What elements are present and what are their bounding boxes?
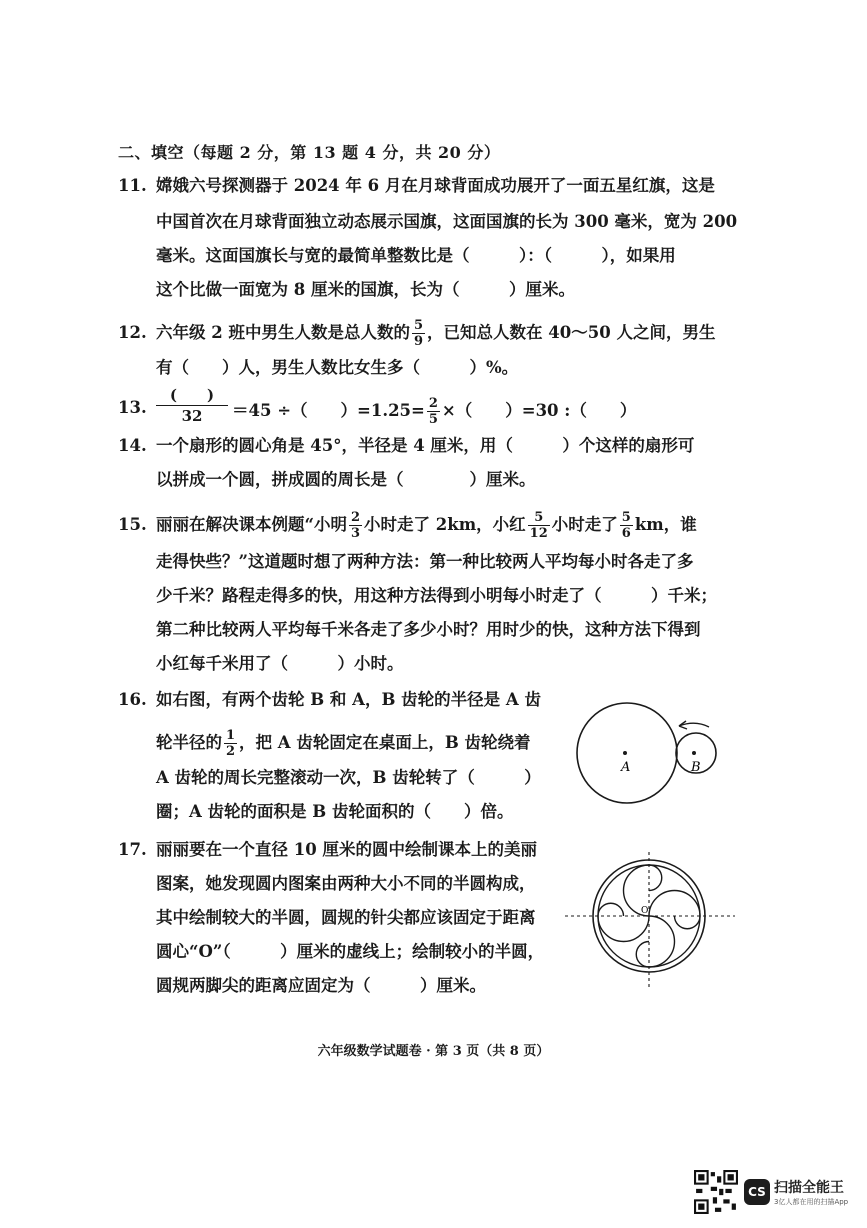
scanner-brand-name: 扫描全能王	[774, 1180, 844, 1196]
q16-number: 16.	[118, 690, 147, 709]
label-o: O	[641, 906, 649, 916]
q16-line-3: A 齿轮的周长完整滚动一次，B 齿轮转了（ ）	[156, 768, 541, 787]
q11-text-1: 嫦娥六号探测器于 2024 年 6 月在月球背面成功展开了一面五星红旗，这是	[156, 176, 715, 195]
small-semicircle-right	[675, 916, 701, 929]
q14-text-1: 一个扇形的圆心角是 45°，半径是 4 厘米，用（ ）个这样的扇形可	[156, 436, 695, 455]
q14-number: 14.	[118, 436, 147, 455]
q17-line-1	[118, 838, 537, 862]
q16-fraction: $\frac{1}{2}$	[226, 728, 236, 759]
q17-line-3: 其中绘制较大的半圆，圆规的针尖都应该固定于距离	[156, 908, 536, 927]
q15-number: 15.	[118, 515, 147, 534]
q12-line-2: 有（ ）人，男生人数比女生多（ ）%。	[156, 358, 519, 377]
q12-number: 12.	[118, 323, 147, 342]
page-footer: 六年级数学试题卷 · 第 3 页（共 8 页）	[317, 1044, 550, 1059]
q14-line-1	[118, 434, 694, 458]
q11-line-4: 这个比做一面宽为 8 厘米的国旗，长为（ ）厘米。	[156, 280, 575, 299]
q16-text-1: 如右图，有两个齿轮 B 和 A，B 齿轮的半径是 A 齿	[156, 690, 541, 709]
q11-line-1	[118, 174, 715, 198]
gear-a-center	[623, 751, 627, 755]
q17-line-4: 圆心“O”（ ）厘米的虚线上；绘制较小的半圆，	[156, 942, 545, 961]
q15-line-3: 少千米？路程走得多的快，用这种方法得到小明每小时走了（ ）千米；	[156, 586, 717, 605]
q15-line-5: 小红每千米用了（ ）小时。	[156, 654, 404, 673]
q11-number: 11.	[118, 176, 147, 195]
q15-fraction-1: $\frac{2}{3}$	[351, 510, 361, 541]
q16-line-4: 圈；A 齿轮的面积是 B 齿轮面积的（ ）倍。	[156, 802, 514, 821]
rotation-arrow-icon	[679, 723, 709, 727]
q11-line-3: 毫米。这面国旗长与宽的最简单整数比是（ ）：（ ），如果用	[156, 246, 676, 265]
q13-fraction: $\frac{2}{5}$	[428, 396, 438, 427]
label-b: B	[691, 760, 701, 775]
q13-big-fraction: ( ) 32	[156, 385, 228, 426]
label-a: A	[621, 760, 631, 775]
q16-line-2: 轮半径的 $\frac{1}{2}$ ，把 A 齿轮固定在桌面上，B 齿轮绕着	[156, 728, 531, 759]
gear-b-center	[692, 751, 696, 755]
large-semicircle-bottom	[649, 916, 675, 967]
gear-diagram	[575, 700, 725, 810]
large-semicircle-right	[649, 891, 700, 917]
q13-expression: ＝45 ÷（ ）=1.25= $\frac{2}{5}$ ×（ ）=30 :（ ）	[232, 396, 637, 427]
small-semicircle-left	[598, 903, 624, 916]
q12-text-1a: 六年级 2 班中男生人数是总人数的	[156, 323, 410, 342]
scanner-brand-tagline: 3亿人都在用的扫描App	[774, 1198, 849, 1206]
q13-number: 13.	[118, 398, 147, 417]
q12-text-1b: ，已知总人数在 40～50 人之间，男生	[427, 323, 716, 342]
large-semicircle-left	[598, 916, 649, 942]
q15-line-4: 第二种比较两人平均每千米各走了多少小时？用时少的快，这种方法下得到	[156, 620, 701, 639]
q17-line-2: 图案，她发现圆内图案由两种大小不同的半圆构成，	[156, 874, 536, 893]
scanner-brand	[774, 1177, 848, 1207]
q14-line-2: 以拼成一个圆，拼成圆的周长是（ ）厘米。	[156, 470, 536, 489]
q11-line-2: 中国首次在月球背面独立动态展示国旗，这面国旗的长为 300 毫米，宽为 200	[156, 212, 738, 231]
section-title: 二、填空（每题 2 分，第 13 题 4 分，共 20 分）	[118, 143, 501, 162]
q17-line-5: 圆规两脚尖的距离应固定为（ ）厘米。	[156, 976, 486, 995]
q12-line-1	[118, 318, 715, 349]
q15-line-2: 走得快些？”这道题时想了两种方法：第一种比较两人平均每小时各走了多	[156, 552, 694, 571]
small-semicircle-top	[649, 865, 662, 891]
semicircle-pattern-diagram	[565, 850, 735, 990]
q16-line-1	[118, 688, 541, 712]
camscanner-logo: CS	[744, 1179, 770, 1205]
scanner-watermark	[694, 1170, 848, 1214]
q15-fraction-3: $\frac{5}{6}$	[621, 510, 631, 541]
q15-line-1: 15. 丽丽在解决课本例题“小明 $\frac{2}{3}$ 小时走了 2km，小红 $\frac{5}{12}$ 小时走了 $\frac{5}{6}$ km，谁	[118, 510, 697, 541]
qr-code-icon	[694, 1170, 738, 1214]
q15-fraction-2: $\frac{5}{12}$	[529, 510, 548, 541]
q17-number: 17.	[118, 840, 147, 859]
q12-fraction: $\frac{5}{9}$	[413, 318, 424, 349]
small-semicircle-bottom	[636, 942, 649, 968]
q17-text-1: 丽丽要在一个直径 10 厘米的圆中绘制课本上的美丽	[156, 840, 537, 859]
